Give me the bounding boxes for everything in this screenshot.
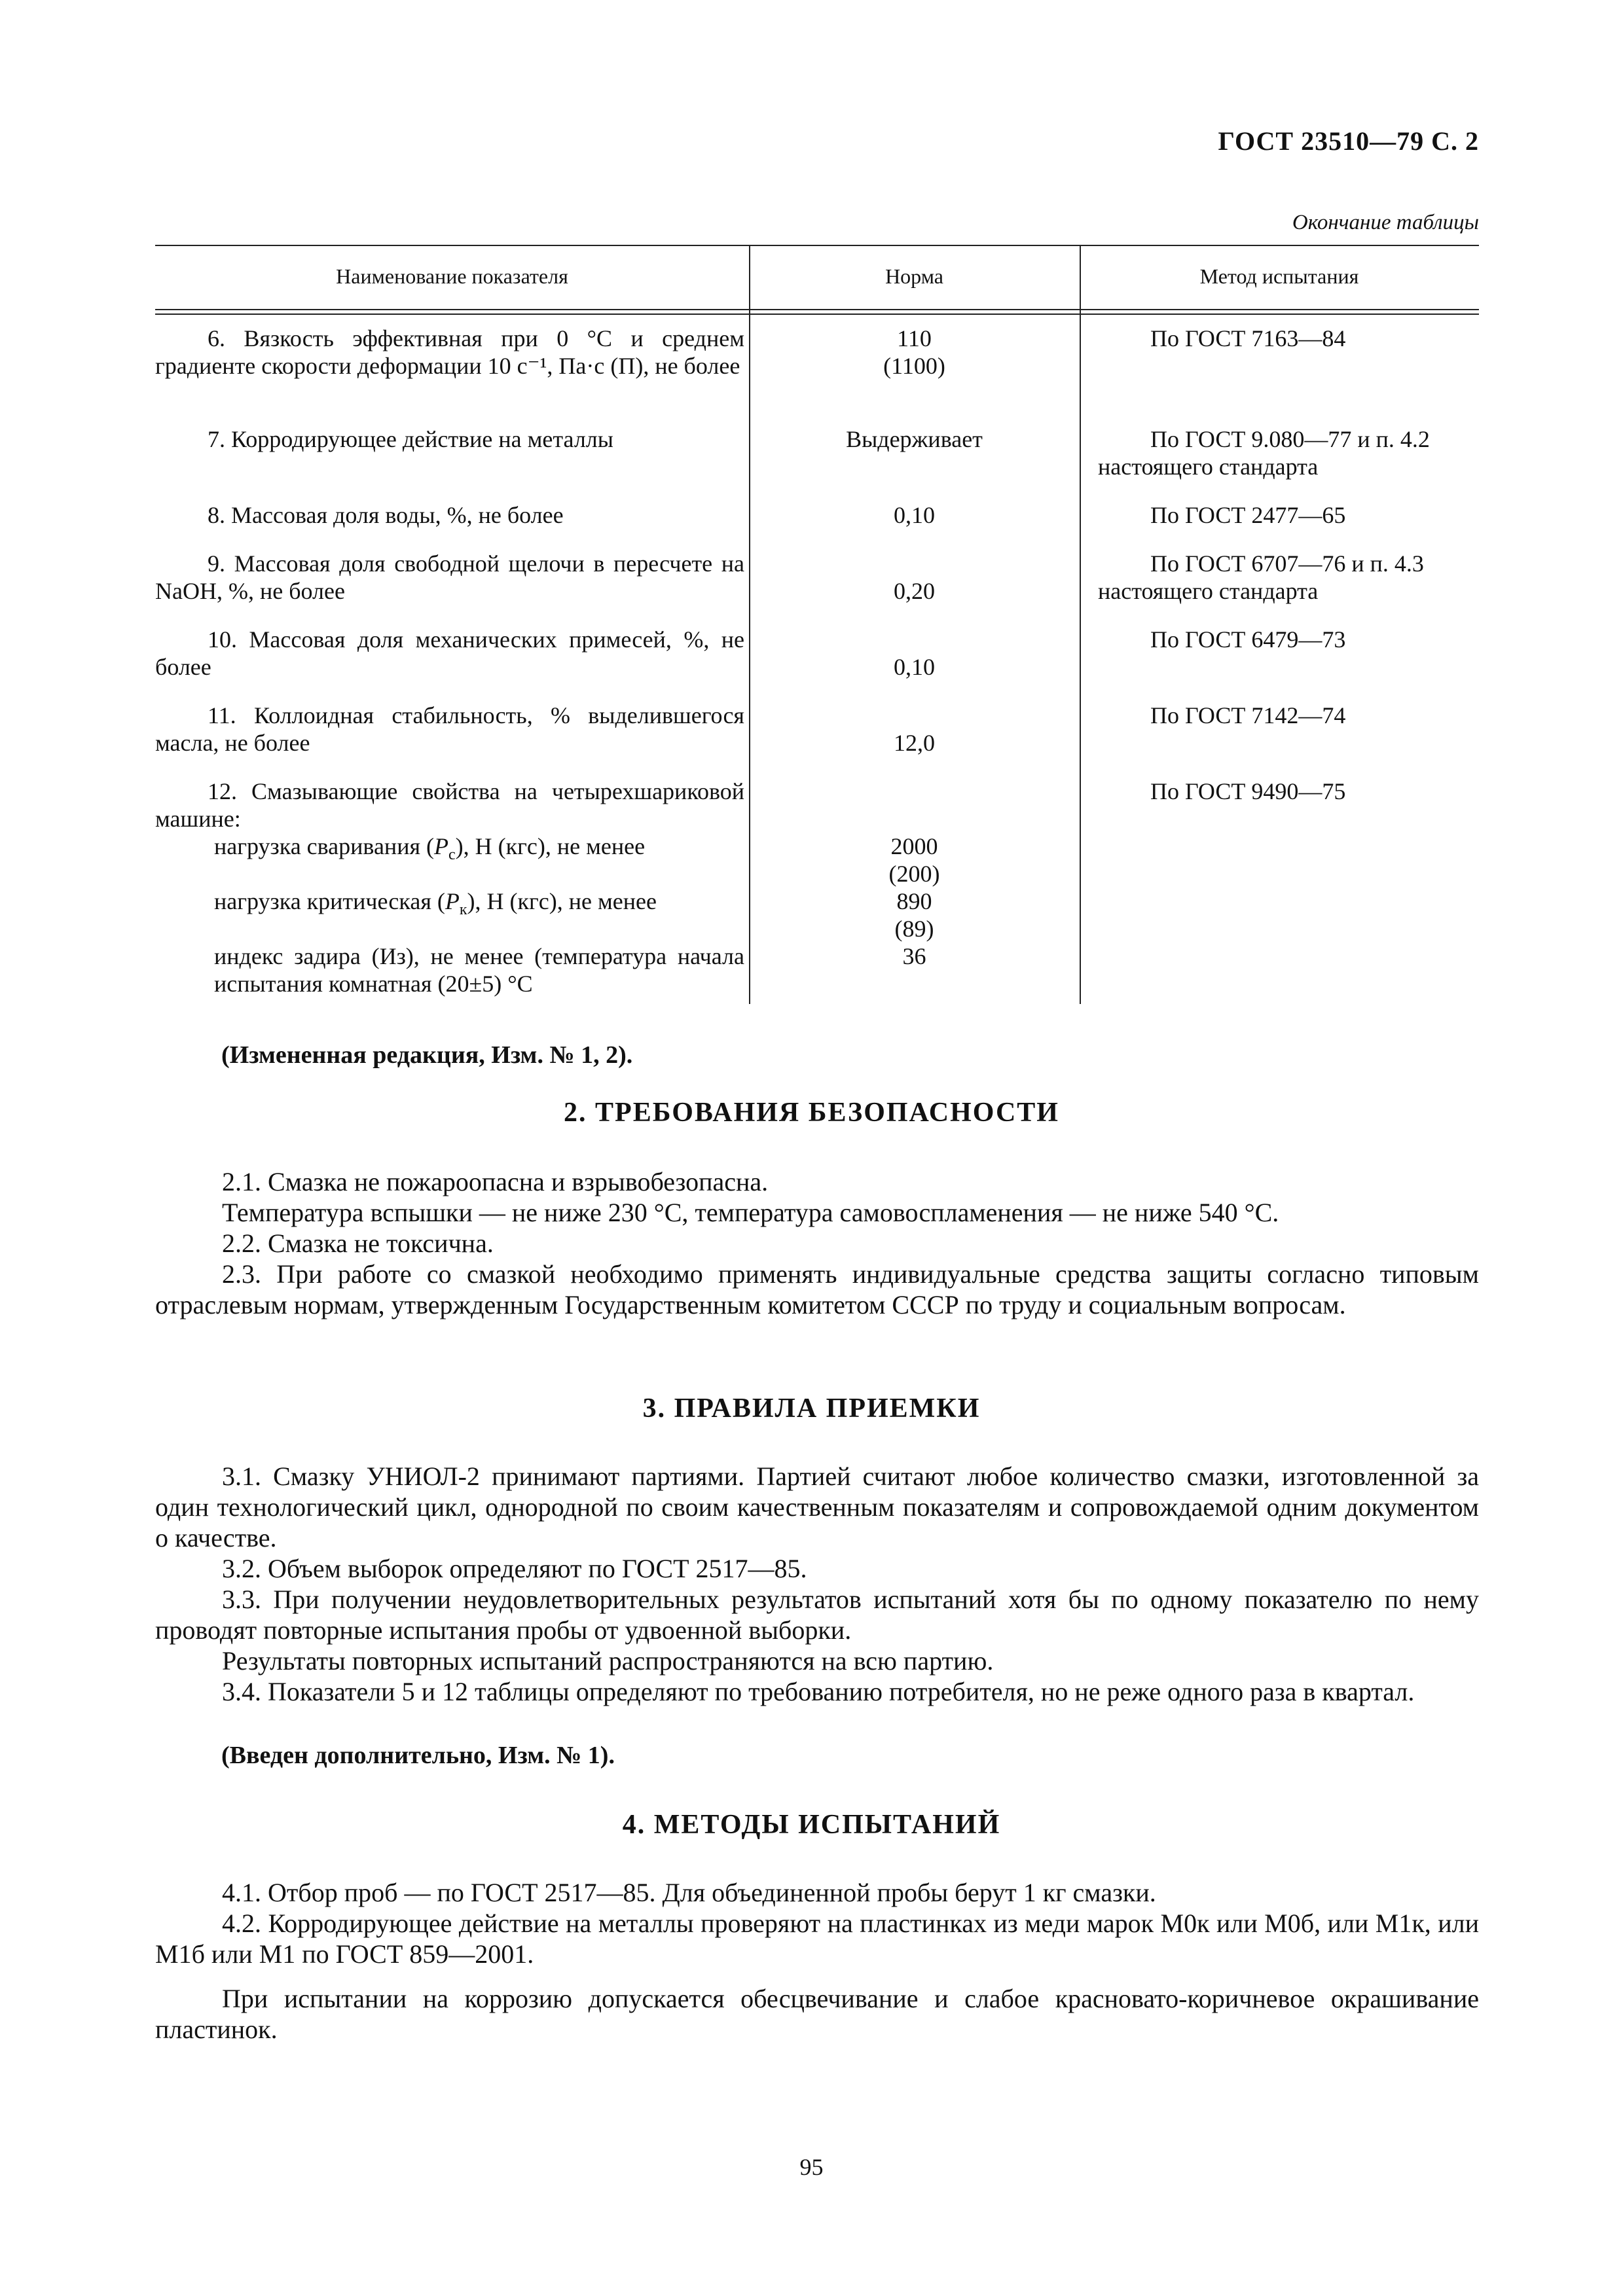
- paragraph: 3.1. Смазку УНИОЛ-2 принимают партиями. Партией считают любое количество смазки, изготовленной за один технологический цикл, однородной по своим качественным показателям и сопровождаемой одним документом о качестве.: [155, 1462, 1479, 1552]
- table-subrow-norm: 890 (89): [894, 888, 934, 942]
- table-row-method: По ГОСТ 6707—76 и п. 4.3 настоящего стандарта: [1098, 550, 1424, 604]
- paragraph: 2.2. Смазка не токсична.: [222, 1229, 494, 1258]
- specification-table: [155, 245, 1479, 1004]
- paragraph: 3.2. Объем выборок определяют по ГОСТ 2517—85.: [222, 1554, 807, 1583]
- table-subrow-name: индекс задира (Из), не менее (температура начала испытания комнатная (20±5) °С: [214, 943, 744, 997]
- table-row-name: 12. Смазывающие свойства на четырехшариковой машине:: [155, 778, 744, 832]
- paragraph: Температура вспышки — не ниже 230 °С, температура самовоспламенения — не ниже 540 °С.: [222, 1198, 1279, 1227]
- table-row-method: По ГОСТ 7163—84: [1150, 325, 1346, 351]
- table-row-norm: 0,10: [894, 654, 935, 680]
- table-row-name: 7. Корродирующее действие на металлы: [208, 426, 613, 452]
- table-top-rule: [155, 245, 1479, 246]
- paragraph: Результаты повторных испытаний распространяются на всю партию.: [222, 1646, 994, 1676]
- table-row-name: 8. Массовая доля воды, %, не более: [208, 502, 564, 528]
- table-row-method: По ГОСТ 9.080—77 и п. 4.2 настоящего стандарта: [1098, 426, 1430, 480]
- paragraph: 4.1. Отбор проб — по ГОСТ 2517—85. Для объединенной пробы берут 1 кг смазки.: [222, 1878, 1156, 1907]
- table-row-name: 10. Массовая доля механических примесей, %, не более: [155, 626, 744, 680]
- table-subrow-norm: 36: [902, 943, 926, 969]
- table-header-norm: Норма: [885, 264, 943, 288]
- amendment-note: (Введен дополнительно, Изм. № 1).: [221, 1742, 615, 1769]
- paragraph: 3.4. Показатели 5 и 12 таблицы определяют по требованию потребителя, но не реже одного раза в квартал.: [222, 1677, 1415, 1706]
- section-title: 2. ТРЕБОВАНИЯ БЕЗОПАСНОСТИ: [564, 1098, 1059, 1128]
- table-row-name: 6. Вязкость эффективная при 0 °С и среднем градиенте скорости деформации 10 с⁻¹, Па·с (П), не более: [155, 325, 744, 379]
- table-subrow-norm: 2000 (200): [888, 833, 940, 887]
- amendment-note: (Измененная редакция, Изм. № 1, 2).: [221, 1041, 633, 1069]
- table-header-rule: [155, 309, 1479, 315]
- table-header-name: Наименование показателя: [336, 264, 568, 288]
- paragraph: 4.2. Корродирующее действие на металлы проверяют на пластинках из меди марок М0к или М0б, или М1к, или М1б или М1 по ГОСТ 859—2001.: [155, 1909, 1479, 1969]
- page-number: 95: [799, 2154, 824, 2180]
- table-column-divider: [1080, 245, 1081, 1004]
- paragraph: При испытании на коррозию допускается обесцвечивание и слабое красновато-коричневое окрашивание пластинок.: [155, 1984, 1479, 2044]
- table-row-name: 11. Коллоидная стабильность, % выделившегося масла, не более: [155, 702, 744, 756]
- paragraph: 2.3. При работе со смазкой необходимо применять индивидуальные средства защиты согласно типовым отраслевым нормам, утвержденным Государственным комитетом СССР по труду и социальным вопросам.: [155, 1259, 1479, 1319]
- table-row-norm: 0,10: [894, 502, 935, 528]
- table-header-method: Метод испытания: [1199, 264, 1359, 288]
- document-header: ГОСТ 23510—79 С. 2: [1218, 126, 1479, 156]
- table-row-norm: 12,0: [894, 730, 935, 756]
- table-row-method: По ГОСТ 7142—74: [1150, 702, 1346, 728]
- table-row-method: По ГОСТ 9490—75: [1150, 778, 1346, 804]
- section-title: 3. ПРАВИЛА ПРИЕМКИ: [642, 1393, 981, 1424]
- section-title: 4. МЕТОДЫ ИСПЫТАНИЙ: [622, 1810, 1001, 1840]
- paragraph: 3.3. При получении неудовлетворительных результатов испытаний хотя бы по одному показателю по нему проводят повторные испытания пробы от удвоенной выборки.: [155, 1585, 1479, 1645]
- table-caption: Окончание таблицы: [1292, 211, 1479, 234]
- table-subrow-name: нагрузка сваривания $(P_с)$, Н (кгс), не менее: [214, 833, 646, 864]
- paragraph: 2.1. Смазка не пожароопасна и взрывобезопасна.: [222, 1167, 769, 1196]
- table-subrow-name: нагрузка критическая $(P_к)$, Н (кгс), не менее: [214, 888, 657, 919]
- table-row-name: 9. Массовая доля свободной щелочи в пересчете на NaOH, %, не более: [155, 550, 744, 604]
- table-row-norm: 0,20: [894, 578, 935, 604]
- table-row-norm: 110 (1100): [883, 325, 945, 379]
- table-row-method: По ГОСТ 6479—73: [1150, 626, 1346, 653]
- table-row-norm: Выдерживает: [846, 426, 983, 452]
- table-row-method: По ГОСТ 2477—65: [1150, 502, 1346, 528]
